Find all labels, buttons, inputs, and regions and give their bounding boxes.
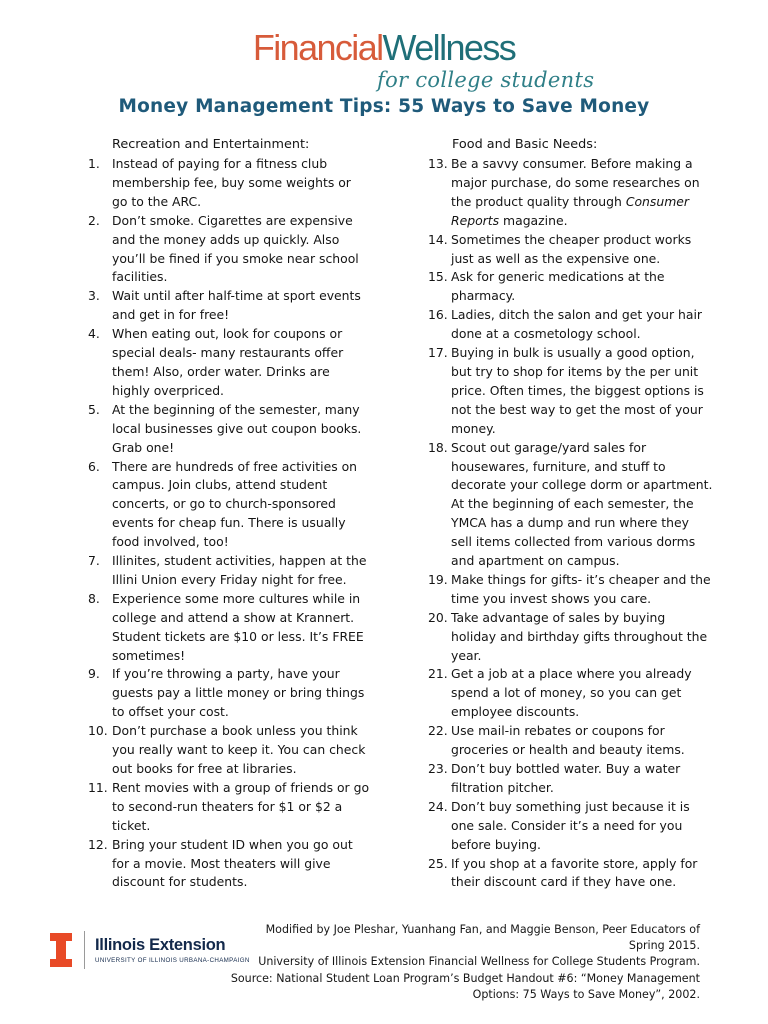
tip-item <box>88 325 370 401</box>
tip-number: 17. <box>428 345 448 361</box>
credit-line: University of Illinois Extension Financial Wellness for College Students Program. <box>258 955 700 969</box>
left-column-heading: Recreation and Entertainment: <box>112 137 310 152</box>
tip-number: 7. <box>88 553 100 569</box>
credit-line: Source: National Student Loan Program’s Budget Handout #6: “Money Management <box>230 971 700 985</box>
tip-text: Ladies, ditch the salon and get your hair done at a cosmetology school. <box>451 307 702 342</box>
tip-number: 12. <box>88 836 108 852</box>
tip-text: Get a job at a place where you already spend a lot of money, so you can get employee discounts. <box>451 666 692 720</box>
tip-text: Buying in bulk is usually a good option, but try to shop for items by the per unit price. Often times, the biggest options is not the best way to get the most of your money. <box>451 345 704 436</box>
tip-text: When eating out, look for coupons or special deals- many restaurants offer them! Also, order water. Drinks are highly overpriced. <box>112 326 344 398</box>
illinois-extension-logo <box>50 930 250 970</box>
tip-text: There are hundreds of free activities on campus. Join clubs, attend student concerts, or go to church-sponsored events for cheap fun. There is usually food involved, too! <box>112 458 358 550</box>
credit-line: Options: 75 Ways to Save Money”, 2002. <box>472 987 700 1001</box>
tip-item <box>428 439 713 571</box>
tip-item <box>88 155 370 212</box>
tip-item <box>88 212 370 288</box>
tip-text: Scout out garage/yard sales for housewares, furniture, and stuff to decorate your college dorm or apartment. At the beginning of each semester, the YMCA has a dump and run where they sell items collected from various dorms and apartment on campus. <box>451 439 713 569</box>
tip-number: 9. <box>88 666 100 682</box>
tip-number: 21. <box>428 666 448 682</box>
left-column <box>88 136 370 892</box>
tip-item <box>428 344 713 439</box>
tip-item <box>428 665 713 722</box>
tip-text: Use mail-in rebates or coupons for groceries or health and beauty items. <box>451 723 685 758</box>
tip-item <box>88 401 370 458</box>
tip-item <box>88 722 370 779</box>
left-tips-list <box>88 155 370 892</box>
brand-word-financial: Financial <box>252 27 383 68</box>
tip-item <box>428 306 713 344</box>
credits-block <box>230 922 700 1003</box>
tip-text: If you’re throwing a party, have your guests pay a little money or bring things to offset your cost. <box>112 666 365 720</box>
tip-number: 3. <box>88 288 100 304</box>
tip-text: At the beginning of the semester, many local businesses give out coupon books. Grab one! <box>112 401 362 455</box>
tip-item <box>428 798 713 855</box>
tip-item <box>88 836 370 893</box>
tip-text: Don’t purchase a book unless you think you really want to keep it. You can check out books for free at libraries. <box>112 723 366 776</box>
publication-title: Consumer Reports <box>451 193 690 228</box>
tip-item <box>428 571 713 609</box>
tip-number: 14. <box>428 231 448 247</box>
tip-text: Make things for gifts- it’s cheaper and the time you invest shows you care. <box>451 571 711 606</box>
tip-item <box>88 590 370 666</box>
tip-item <box>88 665 370 722</box>
logo-divider <box>84 931 85 969</box>
tip-number: 22. <box>428 723 448 739</box>
tip-item <box>428 760 713 798</box>
brand-word-wellness: Wellness <box>382 27 516 68</box>
brand-tagline: for college students <box>377 68 595 92</box>
tip-number: 16. <box>428 307 448 323</box>
right-tips-list <box>428 155 713 892</box>
tip-item <box>428 722 713 760</box>
tip-text: Don’t buy something just because it is one sale. Consider it’s a need for you before buying. <box>451 798 690 852</box>
tip-number: 2. <box>88 212 100 228</box>
tip-item <box>428 268 713 306</box>
tip-text: Wait until after half-time at sport events and get in for free! <box>112 288 361 323</box>
tip-number: 5. <box>88 401 100 417</box>
tip-number: 6. <box>88 458 100 474</box>
tip-text-part: magazine. <box>499 212 568 228</box>
tip-item <box>428 155 713 231</box>
tip-item <box>88 287 370 325</box>
tip-number: 25. <box>428 855 448 871</box>
right-column-heading: Food and Basic Needs: <box>452 137 598 152</box>
brand-wordmark <box>0 28 768 68</box>
right-column <box>428 136 713 892</box>
tip-text-part: Be a savvy consumer. Before making a major purchase, do some researches on the product quality through <box>451 156 700 209</box>
tip-item <box>88 458 370 553</box>
tip-number: 11. <box>88 779 108 795</box>
tip-item <box>428 231 713 269</box>
tip-text: Rent movies with a group of friends or go to second-run theaters for $1 or $2 a ticket. <box>112 779 370 833</box>
logo-name: Illinois Extension <box>95 936 226 954</box>
brand-logo <box>0 27 768 92</box>
tip-number: 4. <box>88 326 100 342</box>
tip-text: Ask for generic medications at the pharmacy. <box>451 269 665 304</box>
tip-text: Sometimes the cheaper product works just as well as the expensive one. <box>451 231 692 266</box>
tip-text: Instead of paying for a fitness club membership fee, buy some weights or go to the ARC. <box>112 156 351 209</box>
tip-text <box>451 155 713 231</box>
logo-text <box>95 936 250 964</box>
tip-number: 18. <box>428 439 448 455</box>
tip-item <box>88 552 370 590</box>
tip-number: 20. <box>428 609 448 625</box>
tip-text: Illinites, student activities, happen at the Illini Union every Friday night for free. <box>112 553 367 587</box>
tip-number: 1. <box>88 156 100 171</box>
tip-number: 15. <box>428 269 448 285</box>
tip-text: If you shop at a favorite store, apply for their discount card if they have one. <box>451 855 698 890</box>
credit-line: Modified by Joe Pleshar, Yuanhang Fan, and Maggie Benson, Peer Educators of Spring 2015. <box>265 923 700 953</box>
tip-item <box>88 779 370 836</box>
page-title: Money Management Tips: 55 Ways to Save Money <box>118 96 650 117</box>
tip-number: 23. <box>428 761 448 776</box>
tip-text: Take advantage of sales by buying holiday and birthday gifts throughout the year. <box>451 609 708 663</box>
tip-text: Don’t smoke. Cigarettes are expensive and the money adds up quickly. Also you’ll be fined if you smoke near school facilities. <box>112 212 359 285</box>
tip-number: 8. <box>88 590 100 606</box>
tip-text: Experience some more cultures while in college and attend a show at Krannert. Student tickets are $10 or less. It’s FREE sometimes! <box>112 590 364 663</box>
block-i-icon <box>50 933 72 967</box>
tip-number: 19. <box>428 571 448 587</box>
tip-number: 13. <box>428 156 448 171</box>
tip-number: 24. <box>428 798 448 814</box>
tip-item <box>428 855 713 893</box>
logo-subtitle: UNIVERSITY OF ILLINOIS URBANA-CHAMPAIGN <box>95 957 250 964</box>
tip-number: 10. <box>88 723 108 739</box>
tip-item <box>428 609 713 666</box>
tip-text: Don’t buy bottled water. Buy a water filtration pitcher. <box>451 761 681 795</box>
tip-text: Bring your student ID when you go out for a movie. Most theaters will give discount for students. <box>112 836 353 890</box>
